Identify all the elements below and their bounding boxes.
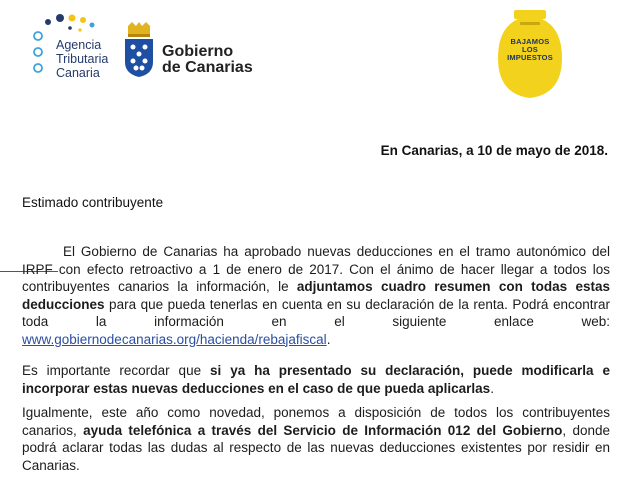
p1-text-3: . [326, 331, 331, 347]
bajamos-impuestos-badge [492, 38, 568, 62]
p3-bold: ayuda telefónica a través del Servicio de Información 012 del Gobierno [83, 422, 563, 438]
p1-bold: adjuntamos cuadro resumen con todas estas deducciones [22, 279, 610, 312]
p3-text: Igualmente, este año como novedad, ponemos a disposición de todos los contribuyentes canarios, [22, 405, 610, 438]
badge-line: IMPUESTOS [507, 53, 553, 62]
letter-greeting: Estimado contribuyente [22, 195, 164, 210]
p3-text-2: , donde podrá aclarar todas las dudas al respecto de las nuevas deducciones existentes por residir en Canarias. [22, 422, 611, 473]
atc-line: Tributaria [56, 52, 109, 66]
gobierno-line: de Canarias [162, 59, 253, 76]
atc-logo-text [56, 38, 108, 80]
paragraph-ayuda-telefonica [22, 404, 610, 474]
atc-line: Canaria [56, 66, 100, 80]
p2-bold: si ya ha presentado su declaración, puede modificarla e incorporar estas nuevas deducciones en el caso de que pueda aplicarlas [22, 363, 610, 396]
p2-text-2: . [490, 380, 494, 396]
rebaja-fiscal-link[interactable]: www.gobiernodecanarias.org/hacienda/rebajafiscal [22, 331, 327, 347]
p1-text: El Gobierno de Canarias ha aprobado nuevas deducciones en el tramo autonómico del IRPF con efecto retroactivo a 1 de enero de 2017. Con el ánimo de hacer llegar a todos los contribuyentes canarios la información, le [22, 244, 610, 294]
badge-line: LOS [521, 45, 539, 54]
p1-text-2: para que pueda tenerlas en cuenta en su declaración de la renta. Podrá encontrar toda la información en el siguiente enlace web: [22, 296, 610, 329]
gobierno-logo-text [162, 44, 253, 76]
letter-date: En Canarias, a 10 de mayo de 2018. [380, 143, 608, 158]
canarias-coat-of-arms-icon [122, 22, 156, 78]
gobierno-line: Gobierno [162, 43, 234, 60]
paragraph-deducciones [22, 243, 610, 348]
badge-line: BAJAMOS [510, 37, 550, 46]
paragraph-recordatorio [22, 362, 610, 397]
atc-line: Agencia [56, 38, 102, 52]
letter-header [0, 0, 640, 110]
p2-text: Es importante recordar que [22, 363, 211, 378]
